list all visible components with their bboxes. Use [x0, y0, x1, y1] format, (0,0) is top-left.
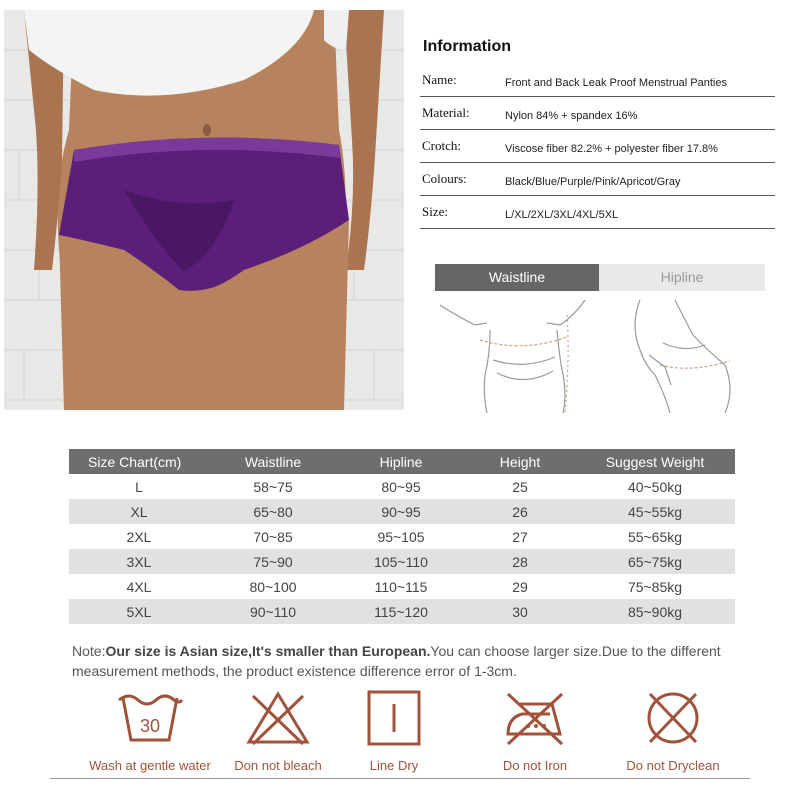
table-row	[69, 549, 735, 574]
tab-waistline[interactable]: Waistline	[435, 264, 599, 291]
no-dryclean-icon	[638, 688, 708, 748]
wash-temp: 30	[139, 716, 161, 736]
table-cell: 105~110	[337, 549, 465, 574]
hipline-sketch-icon	[635, 300, 730, 413]
table-cell: 55~65kg	[627, 528, 683, 545]
table-cell: 75~90	[209, 549, 337, 574]
table-row	[69, 474, 735, 499]
table-row	[69, 524, 735, 549]
info-key: Material:	[422, 105, 470, 120]
care-item-iron	[460, 688, 610, 773]
care-item-dry	[319, 688, 469, 773]
info-key: Name:	[422, 72, 457, 87]
care-label: Don not bleach	[234, 758, 322, 773]
table-cell: 28	[465, 549, 575, 574]
note-prefix: Note:	[72, 643, 106, 659]
care-item-dryclean	[598, 688, 748, 773]
tab-hipline[interactable]: Hipline	[599, 264, 765, 291]
product-photo	[4, 10, 404, 410]
table-cell: 85~90kg	[575, 599, 735, 624]
table-header: Size Chart(cm)	[69, 449, 209, 474]
no-bleach-icon	[243, 688, 313, 748]
table-header: Height	[465, 449, 575, 474]
table-row	[69, 499, 735, 524]
table-cell: L	[135, 478, 143, 495]
table-cell: XL	[69, 499, 209, 524]
table-cell: 115~120	[337, 599, 465, 624]
info-key: Size:	[422, 204, 448, 219]
table-cell: 70~85	[253, 528, 293, 545]
note-rest: You can choose larger size.Due to the different measurement methods, the product existence difference error of 1-3cm.	[72, 643, 721, 679]
table-cell: 25	[512, 478, 528, 495]
table-header-row	[69, 449, 735, 474]
info-row-size	[420, 196, 775, 229]
line-dry-icon	[359, 688, 429, 748]
table-cell: 75~85kg	[627, 578, 683, 595]
waistline-sketch-icon	[440, 300, 585, 413]
table-cell: 65~80	[209, 499, 337, 524]
bottom-divider	[50, 778, 750, 779]
table-cell: 90~95	[337, 499, 465, 524]
table-cell: 95~105	[377, 528, 425, 545]
info-value: L/XL/2XL/3XL/4XL/5XL	[505, 209, 619, 221]
info-value: Viscose fiber 82.2% + polyester fiber 17.8%	[505, 143, 718, 155]
table-cell: 4XL	[126, 578, 152, 595]
info-row-colours	[420, 163, 775, 196]
measure-tabs	[435, 264, 765, 291]
info-title: Information	[423, 38, 511, 55]
table-cell: 110~115	[374, 578, 428, 595]
table-cell: 30	[465, 599, 575, 624]
table-cell: 58~75	[253, 478, 293, 495]
info-key: Crotch:	[422, 138, 461, 153]
table-cell: 90~110	[209, 599, 337, 624]
table-header: Suggest Weight	[575, 449, 735, 474]
wash-30-icon	[115, 688, 185, 748]
info-value: Front and Back Leak Proof Menstrual Panties	[505, 77, 727, 89]
table-row	[69, 574, 735, 599]
info-panel	[420, 30, 775, 229]
table-header: Waistline	[209, 449, 337, 474]
care-label: Wash at gentle water	[89, 758, 211, 773]
table-cell: 80~95	[381, 478, 421, 495]
note-bold: Our size is Asian size,It's smaller than European.	[105, 643, 431, 659]
info-key: Colours:	[422, 171, 467, 186]
care-label: Do not Dryclean	[626, 758, 720, 773]
table-cell: 26	[465, 499, 575, 524]
info-value: Black/Blue/Purple/Pink/Apricot/Gray	[505, 176, 681, 188]
table-cell: 45~55kg	[575, 499, 735, 524]
table-cell: 27	[512, 528, 528, 545]
measure-sketches	[435, 295, 765, 413]
table-cell: 3XL	[69, 549, 209, 574]
size-chart-table	[69, 449, 735, 624]
no-iron-icon	[500, 688, 570, 748]
size-note	[72, 641, 752, 681]
info-row-crotch	[420, 130, 775, 163]
table-cell: 2XL	[126, 528, 152, 545]
info-row-name	[420, 64, 775, 97]
table-cell: 80~100	[249, 578, 297, 595]
table-cell: 40~50kg	[627, 478, 683, 495]
table-cell: 65~75kg	[575, 549, 735, 574]
table-cell: 5XL	[69, 599, 209, 624]
info-row-material	[420, 97, 775, 130]
table-cell: 29	[512, 578, 528, 595]
care-label: Do not Iron	[502, 758, 568, 773]
info-value: Nylon 84% + spandex 16%	[505, 110, 638, 122]
table-row	[69, 599, 735, 624]
table-header: Hipline	[337, 449, 465, 474]
care-label: Line Dry	[369, 758, 419, 773]
